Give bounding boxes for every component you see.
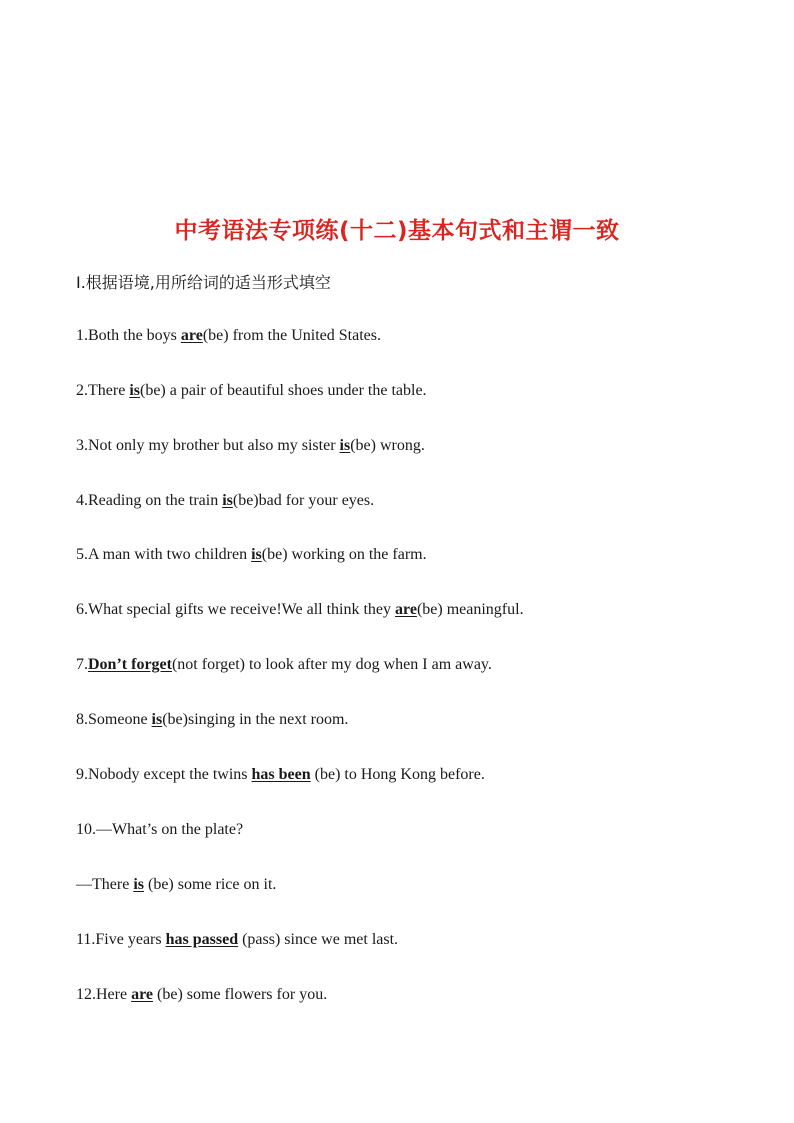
answer-blank: is xyxy=(339,437,351,454)
section-heading: Ⅰ.根据语境,用所给词的适当形式填空 xyxy=(76,273,331,292)
question-text: (be) a pair of beautiful shoes under the table. xyxy=(139,382,427,399)
question-text: 5.A man with two children xyxy=(76,546,252,563)
answer-blank: Don’t forget xyxy=(88,656,172,673)
question-3 xyxy=(76,436,425,456)
question-4 xyxy=(76,491,374,511)
question-text: 7. xyxy=(76,656,88,673)
question-8 xyxy=(76,710,348,730)
question-11 xyxy=(76,930,398,950)
page-title: 中考语法专项练(十二)基本句式和主谓一致 xyxy=(174,218,620,244)
answer-blank: is xyxy=(151,711,163,728)
question-text: (be)singing in the next room. xyxy=(162,711,349,728)
question-text: (not forget) to look after my dog when I am away. xyxy=(171,656,492,673)
question-10-reply xyxy=(76,875,276,895)
question-text: —There xyxy=(76,876,134,893)
question-text: 2.There xyxy=(76,382,130,399)
question-text: (pass) since we met last. xyxy=(238,931,399,948)
question-10 xyxy=(76,820,243,840)
answer-blank: has passed xyxy=(165,931,239,948)
answer-blank: are xyxy=(395,601,417,618)
question-text: 9.Nobody except the twins xyxy=(76,766,252,783)
question-text: (be)bad for your eyes. xyxy=(232,492,375,509)
question-text: 3.Not only my brother but also my sister xyxy=(76,437,340,454)
question-12 xyxy=(76,985,327,1005)
question-text: (be) from the United States. xyxy=(202,327,381,344)
question-text: 11.Five years xyxy=(76,931,166,948)
question-7 xyxy=(76,655,492,675)
question-9 xyxy=(76,765,485,785)
answer-blank: are xyxy=(131,986,154,1003)
question-text: (be) wrong. xyxy=(350,437,425,454)
question-text: 4.Reading on the train xyxy=(76,492,223,509)
answer-blank: is xyxy=(222,492,233,509)
question-6 xyxy=(76,600,524,620)
question-text: 1.Both the boys xyxy=(76,327,181,344)
answer-blank: has been xyxy=(251,766,311,783)
answer-blank: is xyxy=(133,876,144,893)
answer-blank: is xyxy=(251,546,262,563)
answer-blank: is xyxy=(129,382,140,399)
question-text: (be) to Hong Kong before. xyxy=(310,766,485,783)
question-text: 6.What special gifts we receive!We all think they xyxy=(76,601,396,618)
question-text: 12.Here xyxy=(76,986,132,1003)
question-text: (be) some flowers for you. xyxy=(153,986,328,1003)
question-2 xyxy=(76,381,427,401)
question-text: (be) some rice on it. xyxy=(143,876,277,893)
question-5 xyxy=(76,545,427,565)
question-text: (be) meaningful. xyxy=(416,601,524,618)
question-text: 8.Someone xyxy=(76,711,152,728)
question-text: 10.—What’s on the plate? xyxy=(76,821,244,838)
question-text: (be) working on the farm. xyxy=(261,546,427,563)
answer-blank: are xyxy=(180,327,203,344)
question-1 xyxy=(76,326,381,346)
